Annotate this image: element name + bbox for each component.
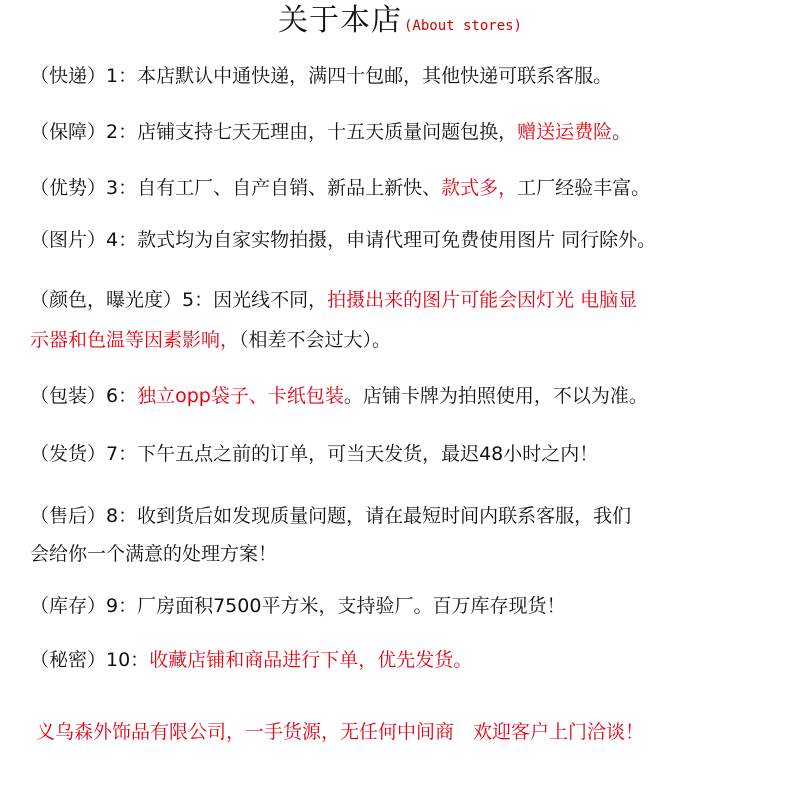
policy-line <box>30 646 800 674</box>
policy-text: （秘密）10： <box>30 649 150 671</box>
policy-text: （图片）4：款式均为自家实物拍摄，申请代理可免费使用图片 同行除外。 <box>30 229 657 251</box>
policy-line <box>30 62 800 90</box>
policy-line <box>30 118 800 146</box>
highlight-text: 款式多， <box>441 177 518 199</box>
highlight-text: 独立opp袋子、卡纸包装 <box>137 385 344 407</box>
policy-line <box>30 592 800 620</box>
policy-text: （库存）9：厂房面积7500平方米，支持验厂。百万库存现货！ <box>30 595 566 617</box>
page-title <box>0 0 800 42</box>
policy-line <box>30 174 800 202</box>
policy-text: 会给你一个满意的处理方案！ <box>30 543 278 565</box>
policy-line <box>30 440 800 468</box>
policy-text: 。店铺卡牌为拍照使用，不以为准。 <box>343 385 648 407</box>
highlight-text: 示器和色温等因素影响， <box>30 329 240 351</box>
policy-line <box>30 540 800 568</box>
policy-line <box>30 286 800 314</box>
policy-line <box>30 382 800 410</box>
company-footer: 义乌森外饰品有限公司，一手货源，无任何中间商 欢迎客户上门洽谈！ <box>36 721 645 743</box>
highlight-text: 拍摄出来的图片可能会因灯光 电脑显 <box>327 289 638 311</box>
policy-line <box>30 326 800 354</box>
policy-text: （优势）3：自有工厂、自产自销、新品上新快、 <box>30 177 442 199</box>
highlight-text: 赠送运费险 <box>517 121 613 143</box>
policy-text: 。 <box>612 121 632 143</box>
policy-line <box>30 502 800 530</box>
policy-text: （相差不会过大）。 <box>239 329 392 351</box>
policy-line <box>30 226 800 254</box>
policy-text: （颜色，曝光度）5：因光线不同， <box>30 289 328 311</box>
policy-text: （包装）6： <box>30 385 138 407</box>
highlight-text: 收藏店铺和商品进行下单，优先发货。 <box>149 649 473 671</box>
policy-text: 工厂经验丰富。 <box>517 177 651 199</box>
policy-text: （售后）8：收到货后如发现质量问题，请在最短时间内联系客服，我们 <box>30 505 632 527</box>
title-subtitle: (About stores) <box>403 18 522 34</box>
title-main: 关于本店 <box>277 3 402 38</box>
policy-text: （快递）1：本店默认中通快递，满四十包邮，其他快递可联系客服。 <box>30 65 613 87</box>
policy-text: （发货）7：下午五点之前的订单，可当天发货，最迟48小时之内！ <box>30 443 599 465</box>
policy-text: （保障）2：店铺支持七天无理由，十五天质量问题包换， <box>30 121 518 143</box>
